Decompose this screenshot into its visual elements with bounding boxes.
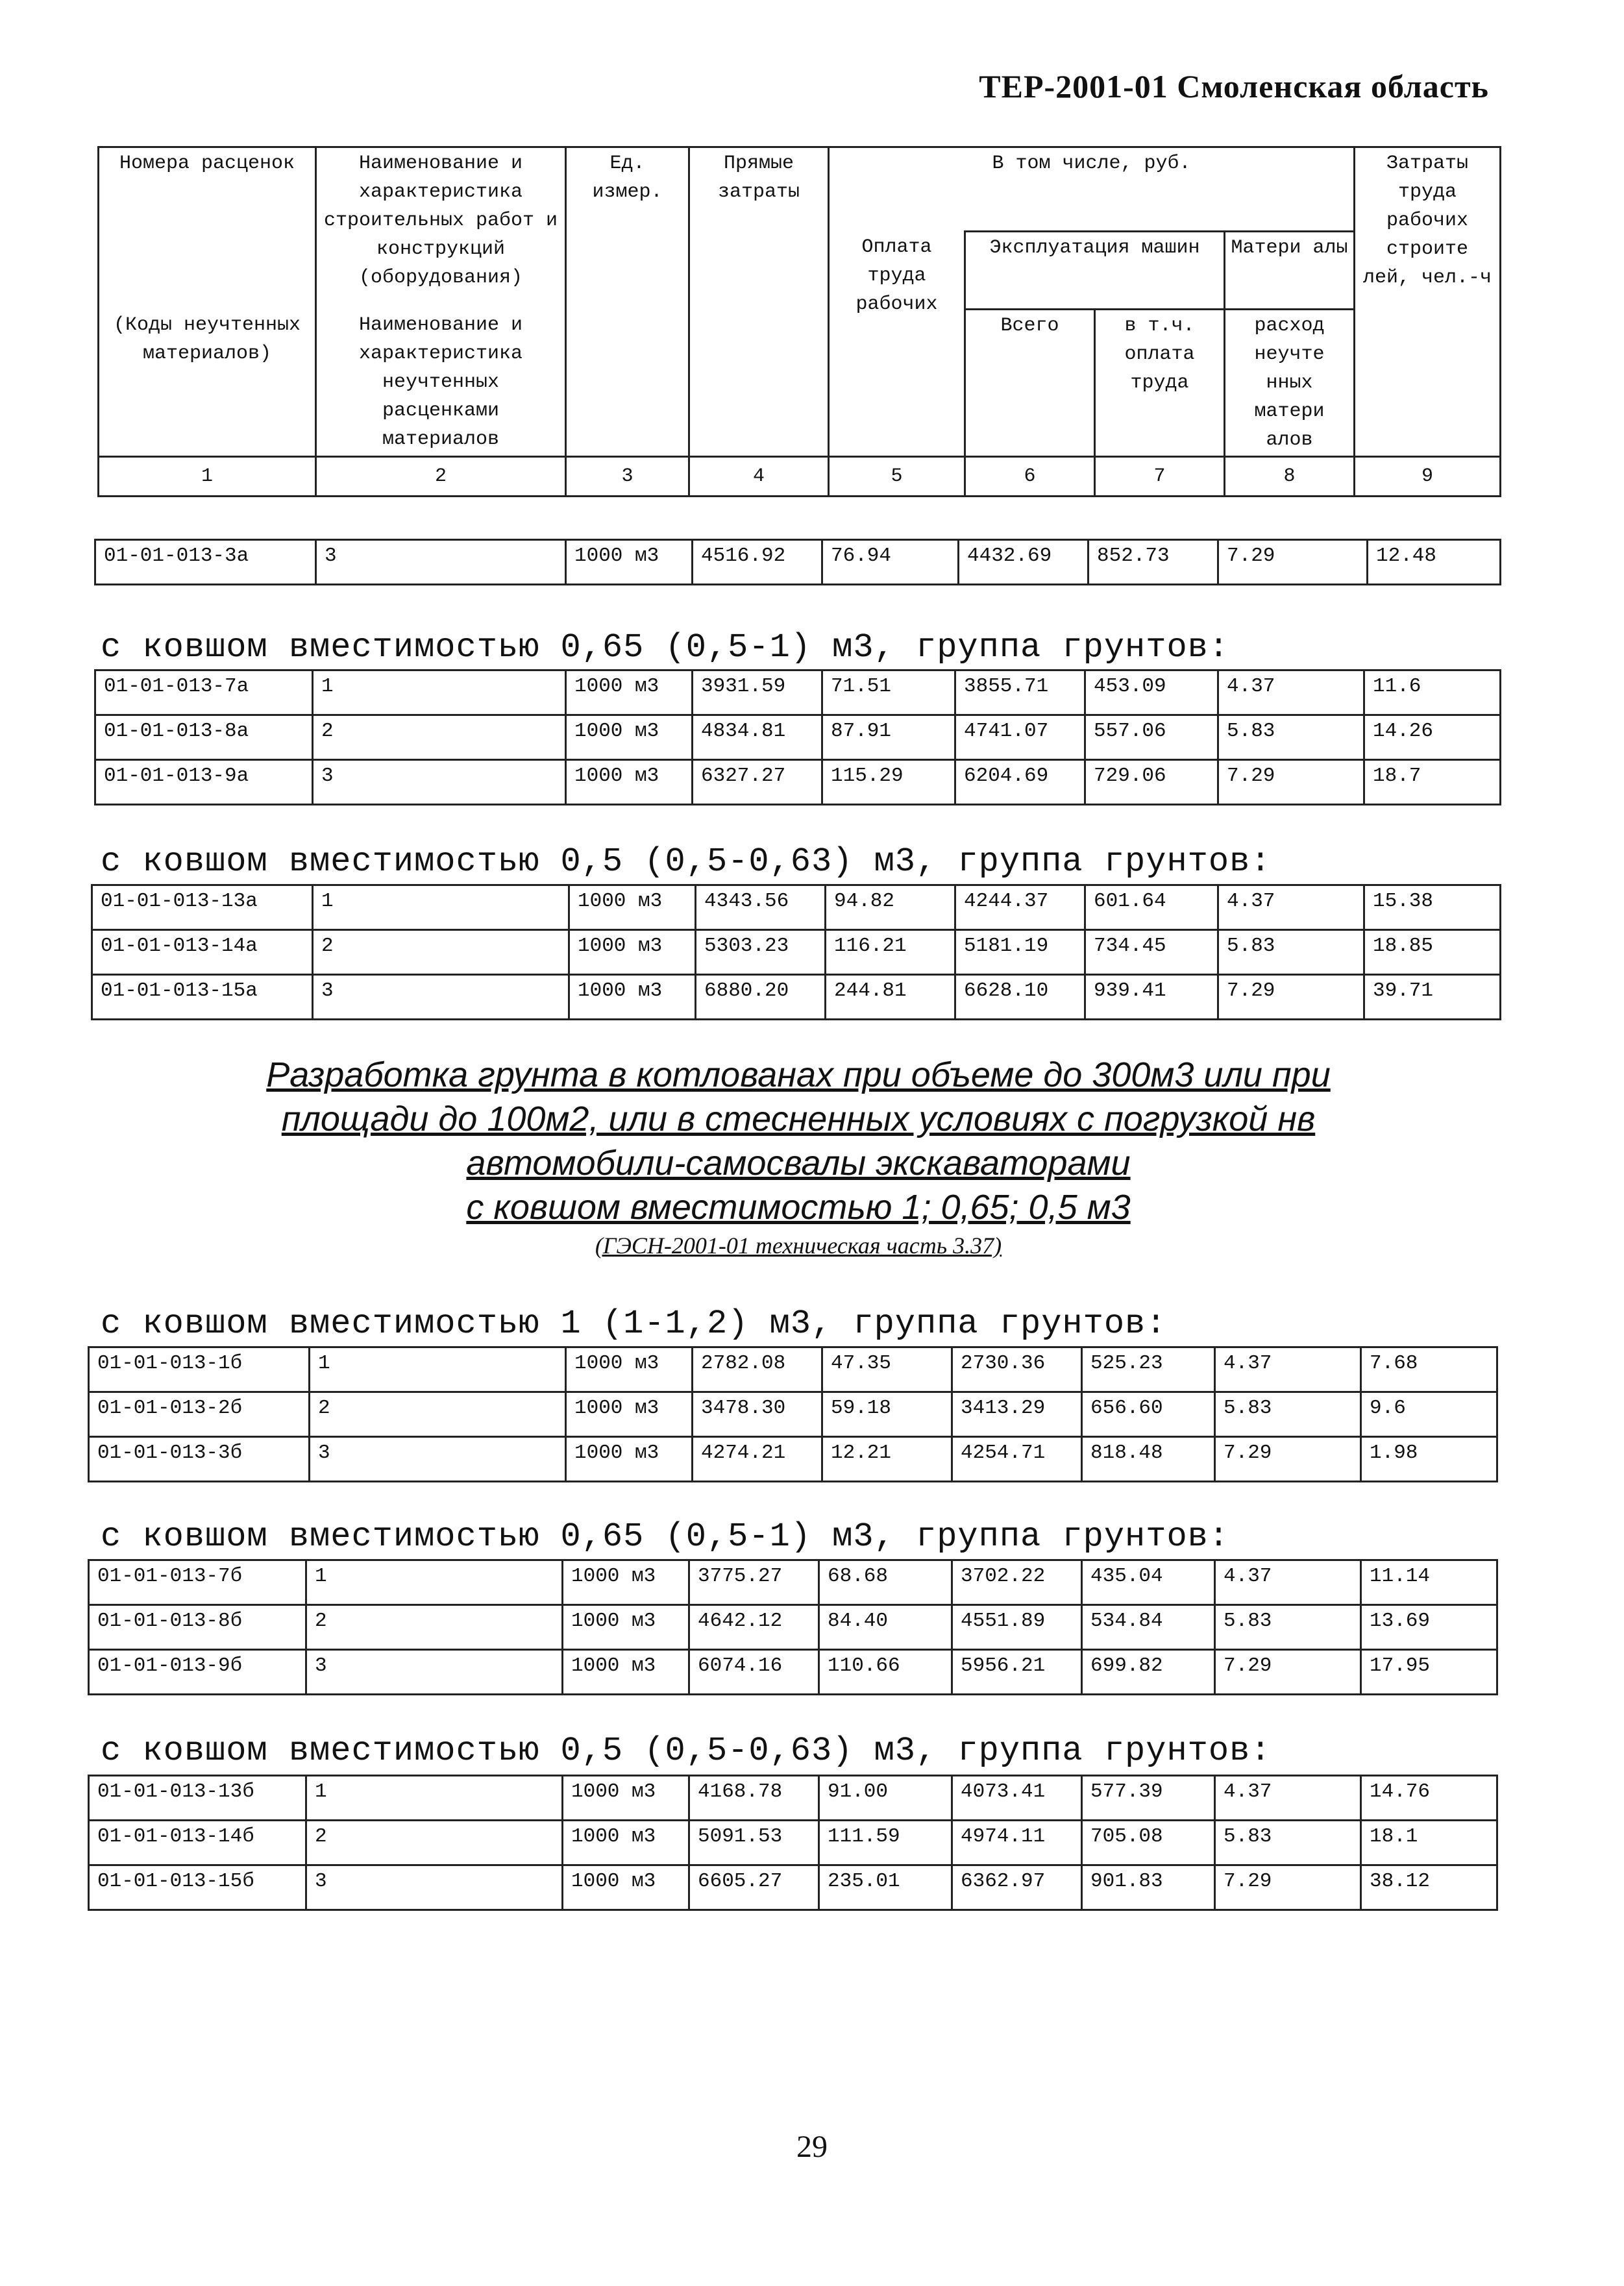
group-title: с ковшом вместимостью 0,5 (0,5-0,63) м3, группа грунтов: [101, 842, 1272, 881]
machines-total: 6204.69 [955, 760, 1085, 805]
unit: 1000 м3 [563, 1865, 689, 1910]
direct-costs: 5091.53 [689, 1821, 819, 1865]
direct-costs: 3478.30 [693, 1392, 822, 1437]
wages: 71.51 [822, 670, 955, 715]
rate-code: 01-01-013-9а [95, 760, 313, 805]
unit: 1000 м3 [569, 975, 696, 1020]
machines-total: 4741.07 [955, 715, 1085, 760]
soil-group: 1 [310, 1347, 566, 1392]
machines-total: 5181.19 [955, 930, 1085, 975]
soil-group: 1 [313, 670, 566, 715]
section-heading-line: Разработка грунта в котлованах при объеме до 300м3 или при [266, 1055, 1331, 1094]
header-cell-work-name: Наименование и характеристика строительных работ и конструкций (оборудования) [316, 147, 566, 310]
rate-code: 01-01-013-8б [89, 1605, 306, 1650]
soil-group: 2 [313, 930, 569, 975]
direct-costs: 6074.16 [689, 1650, 819, 1695]
direct-costs: 6605.27 [689, 1865, 819, 1910]
unit: 1000 м3 [563, 1650, 689, 1695]
rate-code: 01-01-013-7б [89, 1560, 306, 1605]
direct-costs: 4168.78 [689, 1776, 819, 1821]
table-row [92, 930, 1501, 975]
labor-hours: 15.38 [1364, 885, 1501, 930]
column-number: 1 [99, 457, 316, 497]
materials: 4.37 [1215, 1776, 1361, 1821]
soil-group: 2 [306, 1605, 563, 1650]
rate-code: 01-01-013-9б [89, 1650, 306, 1695]
machines-wages: 734.45 [1085, 930, 1218, 975]
materials: 4.37 [1218, 885, 1364, 930]
machines-total: 4073.41 [952, 1776, 1082, 1821]
materials: 4.37 [1218, 670, 1364, 715]
wages: 94.82 [826, 885, 955, 930]
direct-costs: 4343.56 [696, 885, 826, 930]
labor-hours: 13.69 [1361, 1605, 1497, 1650]
materials: 7.29 [1215, 1865, 1361, 1910]
labor-hours: 11.14 [1361, 1560, 1497, 1605]
materials: 7.29 [1215, 1650, 1361, 1695]
rate-code: 01-01-013-15б [89, 1865, 306, 1910]
group-title: с ковшом вместимостью 0,65 (0,5-1) м3, группа грунтов: [101, 1518, 1230, 1556]
materials: 7.29 [1218, 540, 1368, 585]
rate-code: 01-01-013-1б [89, 1347, 310, 1392]
soil-group: 2 [306, 1821, 563, 1865]
machines-wages: 577.39 [1082, 1776, 1215, 1821]
section-heading-line: с ковшом вместимостью 1; 0,65; 0,5 м3 [466, 1188, 1131, 1227]
rate-table [88, 1346, 1498, 1482]
materials: 5.83 [1218, 930, 1364, 975]
table-row [95, 760, 1501, 805]
column-header-table [97, 146, 1501, 497]
header-cell-wages: Оплата труда рабочих [829, 232, 965, 457]
machines-wages: 557.06 [1085, 715, 1218, 760]
unit: 1000 м3 [569, 930, 696, 975]
table-row [95, 670, 1501, 715]
machines-wages: 818.48 [1082, 1437, 1215, 1482]
soil-group: 3 [316, 540, 566, 585]
column-number: 5 [829, 457, 965, 497]
wages: 87.91 [822, 715, 955, 760]
soil-group: 2 [310, 1392, 566, 1437]
materials: 5.83 [1215, 1605, 1361, 1650]
direct-costs: 2782.08 [693, 1347, 822, 1392]
machines-wages: 939.41 [1085, 975, 1218, 1020]
direct-costs: 4274.21 [693, 1437, 822, 1482]
wages: 116.21 [826, 930, 955, 975]
machines-wages: 525.23 [1082, 1347, 1215, 1392]
rate-code: 01-01-013-14б [89, 1821, 306, 1865]
header-cell-machines-wages: в т.ч. оплата труда [1095, 310, 1225, 457]
materials: 5.83 [1215, 1392, 1361, 1437]
materials: 5.83 [1218, 715, 1364, 760]
table-row [89, 1821, 1497, 1865]
wages: 244.81 [826, 975, 955, 1020]
machines-total: 3413.29 [952, 1392, 1082, 1437]
header-cell-machines-total: Всего [965, 310, 1095, 457]
rate-code: 01-01-013-8а [95, 715, 313, 760]
wages: 84.40 [819, 1605, 952, 1650]
soil-group: 1 [306, 1560, 563, 1605]
unit: 1000 м3 [566, 540, 693, 585]
rate-code: 01-01-013-13а [92, 885, 313, 930]
direct-costs: 3775.27 [689, 1560, 819, 1605]
table-row [92, 885, 1501, 930]
machines-total: 6628.10 [955, 975, 1085, 1020]
column-number: 8 [1225, 457, 1355, 497]
wages: 91.00 [819, 1776, 952, 1821]
machines-wages: 901.83 [1082, 1865, 1215, 1910]
rate-code: 01-01-013-3б [89, 1437, 310, 1482]
labor-hours: 12.48 [1368, 540, 1501, 585]
header-cell-including: В том числе, руб. [829, 147, 1355, 232]
labor-hours: 7.68 [1361, 1347, 1497, 1392]
labor-hours: 14.26 [1364, 715, 1501, 760]
unit: 1000 м3 [569, 885, 696, 930]
wages: 115.29 [822, 760, 955, 805]
materials: 7.29 [1218, 975, 1364, 1020]
wages: 76.94 [822, 540, 959, 585]
soil-group: 1 [313, 885, 569, 930]
materials: 4.37 [1215, 1560, 1361, 1605]
machines-wages: 453.09 [1085, 670, 1218, 715]
unit: 1000 м3 [566, 760, 693, 805]
unit: 1000 м3 [566, 1347, 693, 1392]
rate-code: 01-01-013-14а [92, 930, 313, 975]
column-number: 9 [1355, 457, 1501, 497]
machines-total: 4244.37 [955, 885, 1085, 930]
unit: 1000 м3 [566, 715, 693, 760]
materials: 7.29 [1218, 760, 1364, 805]
labor-hours: 18.7 [1364, 760, 1501, 805]
rate-table [94, 539, 1501, 585]
machines-total: 4254.71 [952, 1437, 1082, 1482]
labor-hours: 18.85 [1364, 930, 1501, 975]
machines-total: 4974.11 [952, 1821, 1082, 1865]
header-cell-materials-usage: расход неучте нных матери алов [1225, 310, 1355, 457]
section-reference: (ГЭСН-2001-01 техническая часть 3.37) [595, 1233, 1002, 1259]
table-row [95, 715, 1501, 760]
machines-total: 6362.97 [952, 1865, 1082, 1910]
table-row [89, 1392, 1497, 1437]
header-cell-unit: Ед. измер. [566, 147, 689, 457]
machines-wages: 852.73 [1089, 540, 1218, 585]
machines-total: 4551.89 [952, 1605, 1082, 1650]
rate-code: 01-01-013-13б [89, 1776, 306, 1821]
wages: 59.18 [822, 1392, 952, 1437]
labor-hours: 11.6 [1364, 670, 1501, 715]
header-cell-material-names: Наименование и характеристика неучтенных расценками материалов [316, 310, 566, 457]
machines-wages: 705.08 [1082, 1821, 1215, 1865]
direct-costs: 3931.59 [693, 670, 822, 715]
unit: 1000 м3 [563, 1560, 689, 1605]
machines-total: 3702.22 [952, 1560, 1082, 1605]
soil-group: 3 [313, 975, 569, 1020]
machines-total: 2730.36 [952, 1347, 1082, 1392]
machines-wages: 435.04 [1082, 1560, 1215, 1605]
materials: 4.37 [1215, 1347, 1361, 1392]
materials: 7.29 [1215, 1437, 1361, 1482]
group-title: с ковшом вместимостью 0,65 (0,5-1) м3, группа грунтов: [101, 628, 1230, 667]
header-cell-materials: Матери алы [1225, 232, 1355, 310]
unit: 1000 м3 [566, 670, 693, 715]
unit: 1000 м3 [566, 1392, 693, 1437]
labor-hours: 9.6 [1361, 1392, 1497, 1437]
soil-group: 3 [306, 1650, 563, 1695]
direct-costs: 4642.12 [689, 1605, 819, 1650]
section-heading-line: площади до 100м2, или в стесненных условиях с погрузкой нв [281, 1100, 1316, 1138]
labor-hours: 17.95 [1361, 1650, 1497, 1695]
column-number: 3 [566, 457, 689, 497]
header-cell-material-codes: (Коды неучтенных материалов) [99, 310, 316, 457]
unit: 1000 м3 [563, 1776, 689, 1821]
group-title: с ковшом вместимостью 0,5 (0,5-0,63) м3, группа грунтов: [101, 1732, 1272, 1770]
column-number: 2 [316, 457, 566, 497]
wages: 111.59 [819, 1821, 952, 1865]
labor-hours: 38.12 [1361, 1865, 1497, 1910]
table-row [89, 1865, 1497, 1910]
table-row [95, 540, 1501, 585]
header-cell-rate-numbers: Номера расценок [99, 147, 316, 310]
labor-hours: 1.98 [1361, 1437, 1497, 1482]
rate-code: 01-01-013-3а [95, 540, 316, 585]
labor-hours: 18.1 [1361, 1821, 1497, 1865]
soil-group: 2 [313, 715, 566, 760]
labor-hours: 39.71 [1364, 975, 1501, 1020]
rate-table [88, 1559, 1498, 1695]
wages: 47.35 [822, 1347, 952, 1392]
direct-costs: 4516.92 [693, 540, 822, 585]
soil-group: 3 [306, 1865, 563, 1910]
column-number: 6 [965, 457, 1095, 497]
wages: 235.01 [819, 1865, 952, 1910]
page-number: 29 [796, 2130, 828, 2164]
section-heading-line: автомобили-самосвалы экскаваторами [466, 1144, 1131, 1183]
header-cell-labor-hours: Затраты труда рабочих строите лей, чел.-ч [1355, 147, 1501, 457]
wages: 110.66 [819, 1650, 952, 1695]
wages: 68.68 [819, 1560, 952, 1605]
table-row [89, 1650, 1497, 1695]
labor-hours: 14.76 [1361, 1776, 1497, 1821]
table-row [89, 1437, 1497, 1482]
machines-total: 4432.69 [959, 540, 1089, 585]
direct-costs: 6327.27 [693, 760, 822, 805]
direct-costs: 6880.20 [696, 975, 826, 1020]
direct-costs: 4834.81 [693, 715, 822, 760]
machines-wages: 699.82 [1082, 1650, 1215, 1695]
soil-group: 3 [313, 760, 566, 805]
unit: 1000 м3 [563, 1605, 689, 1650]
machines-wages: 601.64 [1085, 885, 1218, 930]
table-row [89, 1560, 1497, 1605]
unit: 1000 м3 [566, 1437, 693, 1482]
table-row [89, 1605, 1497, 1650]
machines-wages: 534.84 [1082, 1605, 1215, 1650]
rate-table [88, 1775, 1498, 1911]
rate-table [94, 669, 1501, 805]
page-title: ТЕР-2001-01 Смоленская область [979, 68, 1489, 104]
machines-wages: 656.60 [1082, 1392, 1215, 1437]
rate-table [91, 884, 1501, 1020]
rate-code: 01-01-013-15а [92, 975, 313, 1020]
header-cell-machines: Эксплуатация машин [965, 232, 1225, 310]
materials: 5.83 [1215, 1821, 1361, 1865]
rate-code: 01-01-013-2б [89, 1392, 310, 1437]
wages: 12.21 [822, 1437, 952, 1482]
column-number: 4 [689, 457, 829, 497]
soil-group: 3 [310, 1437, 566, 1482]
direct-costs: 5303.23 [696, 930, 826, 975]
column-number: 7 [1095, 457, 1225, 497]
soil-group: 1 [306, 1776, 563, 1821]
table-row [92, 975, 1501, 1020]
machines-total: 3855.71 [955, 670, 1085, 715]
table-row [89, 1347, 1497, 1392]
table-row [89, 1776, 1497, 1821]
header-cell-direct-costs: Прямые затраты [689, 147, 829, 457]
machines-wages: 729.06 [1085, 760, 1218, 805]
machines-total: 5956.21 [952, 1650, 1082, 1695]
unit: 1000 м3 [563, 1821, 689, 1865]
rate-code: 01-01-013-7а [95, 670, 313, 715]
group-title: с ковшом вместимостью 1 (1-1,2) м3, группа грунтов: [101, 1305, 1167, 1343]
